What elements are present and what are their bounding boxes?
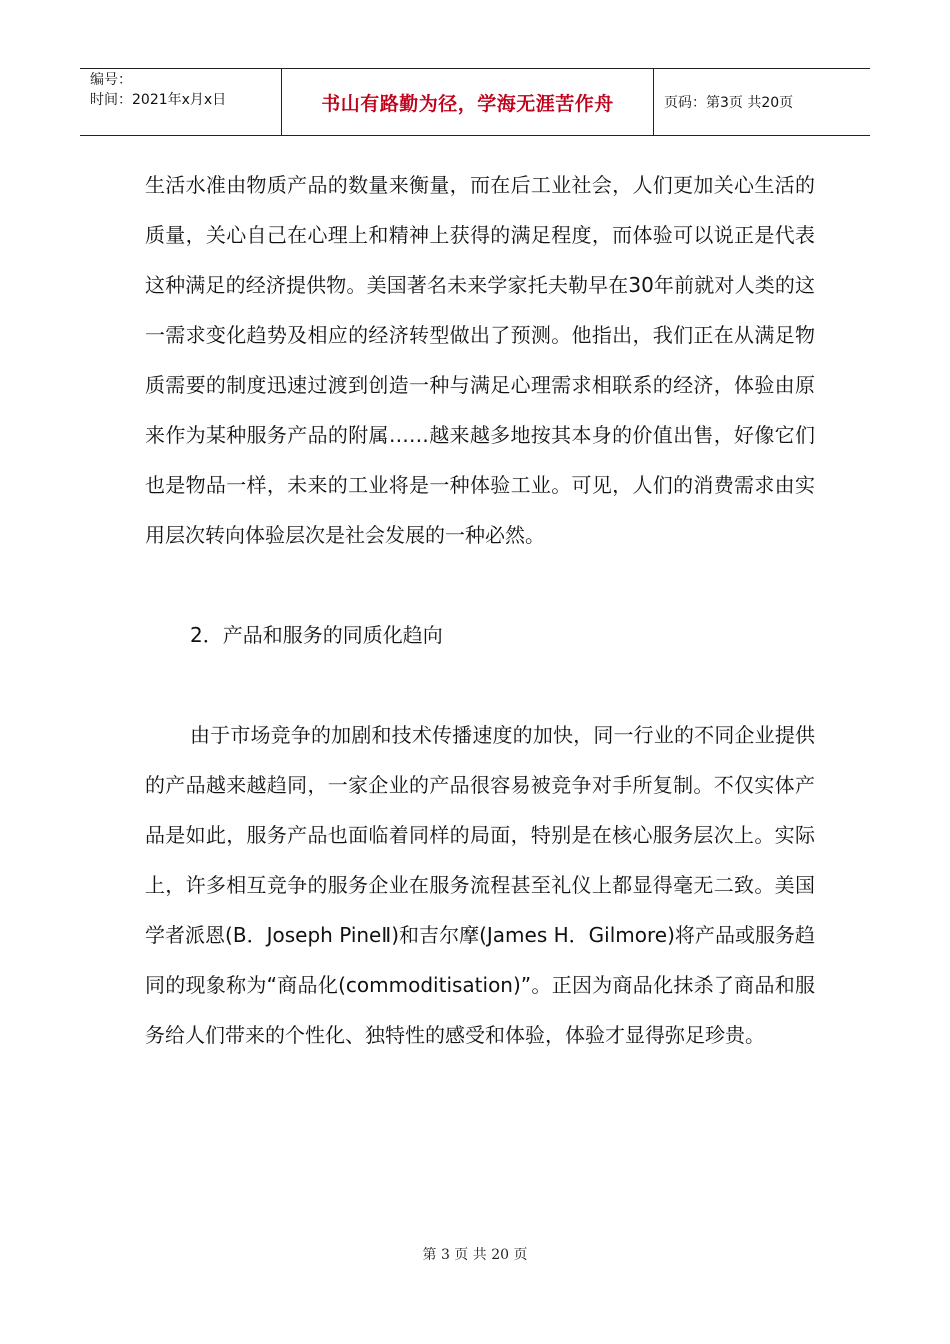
paragraph-1: 生活水准由物质产品的数量来衡量，而在后工业社会，人们更加关心生活的质量，关心自己在心理上和精神上获得的满足程度，而体验可以说正是代表这种满足的经济提供物。美国著名未来学家托夫勒早在30年前就对人类的这一需求变化趋势及相应的经济转型做出了预测。他指出，我们正在从满足物质需要的制度迅速过渡到创造一种与满足心理需求相联系的经济，体验由原来作为某种服务产品的附属……越来越多地按其本身的价值出售，好像它们也是物品一样，未来的工业将是一种体验工业。可见，人们的消费需求由实用层次转向体验层次是社会发展的一种必然。 bbox=[145, 173, 815, 547]
header-motto-cell bbox=[282, 69, 654, 135]
time-label: 时间：2021年x月x日 bbox=[90, 92, 227, 108]
header-page-cell bbox=[654, 69, 870, 135]
motto-text: 书山有路勤为径，学海无涯苦作舟 bbox=[321, 92, 614, 115]
number-label: 编号： bbox=[90, 72, 132, 88]
page-label: 页码：第3页 共20页 bbox=[664, 95, 794, 111]
paragraph-2: 由于市场竞争的加剧和技术传播速度的加快，同一行业的不同企业提供的产品越来越趋同，一家企业的产品很容易被竞争对手所复制。不仅实体产品是如此，服务产品也面临着同样的局面，特别是在核心服务层次上。实际上，许多相互竞争的服务企业在服务流程甚至礼仪上都显得毫无二致。美国学者派恩(B．Joseph PineⅡ)和吉尔摩(James H．Gilmore)将产品或服务趋同的现象称为“商品化(commoditisation)”。正因为商品化抹杀了商品和服务给人们带来的个性化、独特性的感受和体验，体验才显得弥足珍贵。 bbox=[145, 723, 815, 1047]
header-meta-cell bbox=[80, 69, 282, 135]
spacer bbox=[145, 660, 815, 710]
page-footer: 第 3 页 共 20 页 bbox=[422, 1247, 528, 1263]
document-body bbox=[145, 160, 815, 1060]
section-heading: 2．产品和服务的同质化趋向 bbox=[190, 623, 443, 647]
spacer bbox=[145, 560, 815, 610]
document-header bbox=[80, 68, 870, 136]
